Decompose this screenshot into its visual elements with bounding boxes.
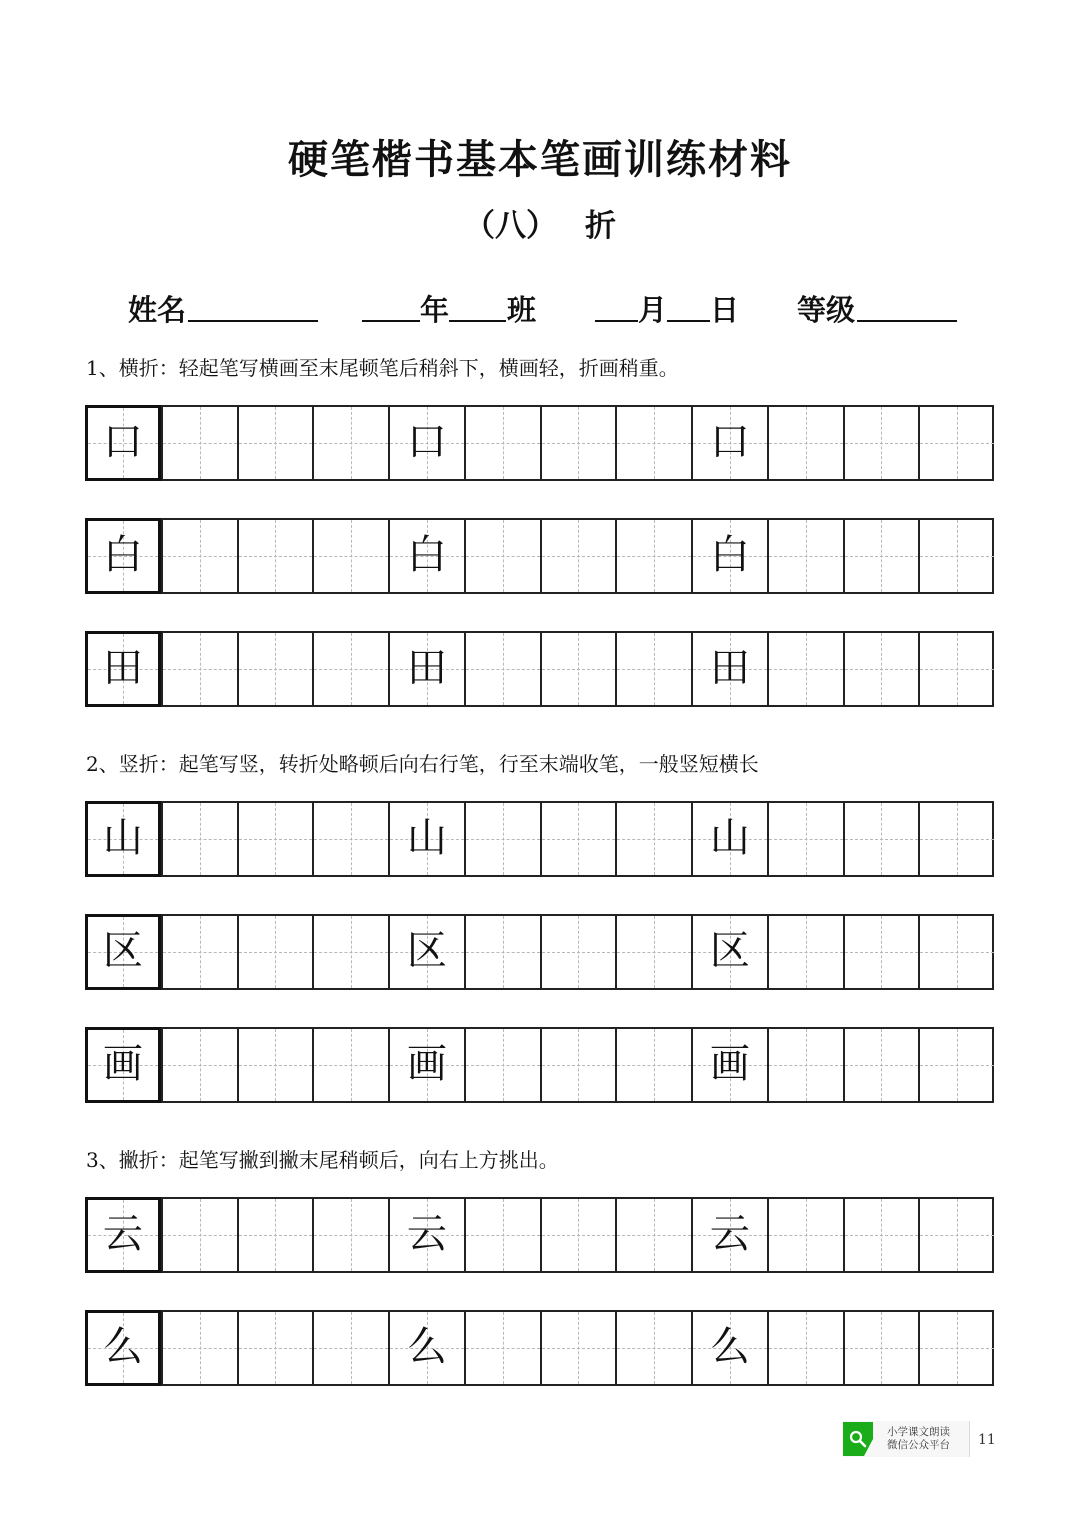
grid-cell[interactable] bbox=[161, 1029, 237, 1101]
class-field[interactable] bbox=[449, 320, 506, 322]
grid-cell[interactable] bbox=[843, 633, 919, 705]
class-label: 班 bbox=[507, 293, 537, 327]
grid-cell[interactable] bbox=[767, 520, 843, 592]
grid-cell[interactable] bbox=[691, 407, 767, 479]
practice-row bbox=[85, 631, 994, 707]
page-number: 11 bbox=[978, 1432, 996, 1448]
grid-cell[interactable] bbox=[237, 520, 313, 592]
model-character: 区 bbox=[406, 928, 447, 975]
grid-cell[interactable] bbox=[388, 1199, 464, 1271]
grid-cell[interactable] bbox=[161, 1199, 237, 1271]
grid-cell[interactable] bbox=[388, 407, 464, 479]
grid-cell[interactable] bbox=[540, 407, 616, 479]
grid-cell[interactable] bbox=[767, 407, 843, 479]
grid-cell[interactable] bbox=[237, 1199, 313, 1271]
grid-cell[interactable] bbox=[691, 1029, 767, 1101]
grid-cell[interactable] bbox=[312, 407, 388, 479]
grid-cell[interactable] bbox=[161, 1312, 237, 1384]
grid-cell[interactable] bbox=[388, 520, 464, 592]
grid-cell[interactable] bbox=[615, 407, 691, 479]
grid-cell[interactable] bbox=[918, 1199, 994, 1271]
model-character: 口 bbox=[102, 419, 143, 466]
grid-cell[interactable] bbox=[843, 916, 919, 988]
instruction-3: 3、撇折：起笔写撇到撇末尾稍顿后，向右上方挑出。 bbox=[86, 1148, 559, 1172]
model-character: 田 bbox=[102, 645, 143, 692]
grid-cell[interactable] bbox=[161, 803, 237, 875]
grid-cell[interactable] bbox=[918, 633, 994, 705]
grid-cell[interactable] bbox=[691, 916, 767, 988]
grid-cell[interactable] bbox=[540, 803, 616, 875]
model-character: 口 bbox=[406, 419, 447, 466]
grid-cell[interactable] bbox=[464, 1312, 540, 1384]
grid-cell[interactable] bbox=[691, 633, 767, 705]
model-character: 画 bbox=[102, 1041, 143, 1088]
model-character: 区 bbox=[709, 928, 750, 975]
practice-row bbox=[85, 1310, 994, 1386]
grid-cell[interactable] bbox=[691, 1199, 767, 1271]
practice-row bbox=[85, 801, 994, 877]
grid-cell[interactable] bbox=[85, 518, 161, 594]
grid-cell[interactable] bbox=[540, 916, 616, 988]
model-character: 田 bbox=[406, 645, 447, 692]
model-character: 田 bbox=[709, 645, 750, 692]
grid-cell[interactable] bbox=[843, 1312, 919, 1384]
grid-cell[interactable] bbox=[918, 916, 994, 988]
grid-cell[interactable] bbox=[767, 633, 843, 705]
subtitle-stroke: 折 bbox=[585, 208, 616, 244]
grid-cell[interactable] bbox=[85, 1027, 161, 1103]
model-character: 山 bbox=[102, 815, 143, 862]
grid-cell[interactable] bbox=[388, 1312, 464, 1384]
model-character: 么 bbox=[102, 1324, 143, 1371]
grid-cell[interactable] bbox=[312, 803, 388, 875]
grid-cell[interactable] bbox=[615, 520, 691, 592]
wechat-badge bbox=[843, 1421, 970, 1457]
grid-cell[interactable] bbox=[388, 633, 464, 705]
grid-cell[interactable] bbox=[161, 633, 237, 705]
grid-cell[interactable] bbox=[843, 1199, 919, 1271]
practice-row bbox=[85, 405, 994, 481]
grid-cell[interactable] bbox=[464, 1199, 540, 1271]
grid-cell[interactable] bbox=[388, 803, 464, 875]
grid-cell[interactable] bbox=[843, 520, 919, 592]
grid-cell[interactable] bbox=[767, 1029, 843, 1101]
grid-cell[interactable] bbox=[540, 520, 616, 592]
grid-cell[interactable] bbox=[237, 1312, 313, 1384]
grade-field[interactable] bbox=[857, 320, 957, 322]
instruction-2: 2、竖折：起笔写竖，转折处略顿后向右行笔，行至末端收笔，一般竖短横长 bbox=[86, 752, 759, 776]
grid-cell[interactable] bbox=[691, 520, 767, 592]
grid-cell[interactable] bbox=[312, 1312, 388, 1384]
grid-cell[interactable] bbox=[540, 1199, 616, 1271]
badge-line-2: 微信公众平台 bbox=[887, 1439, 950, 1451]
grid-cell[interactable] bbox=[918, 520, 994, 592]
grid-cell[interactable] bbox=[237, 803, 313, 875]
model-character: 白 bbox=[406, 532, 447, 579]
grid-cell[interactable] bbox=[918, 1312, 994, 1384]
grid-cell[interactable] bbox=[464, 803, 540, 875]
practice-row bbox=[85, 518, 994, 594]
grid-cell[interactable] bbox=[615, 803, 691, 875]
grid-cell[interactable] bbox=[312, 1029, 388, 1101]
grid-cell[interactable] bbox=[161, 916, 237, 988]
day-field[interactable] bbox=[667, 320, 710, 322]
grid-cell[interactable] bbox=[843, 407, 919, 479]
practice-row bbox=[85, 1197, 994, 1273]
grade-label: 等级 bbox=[797, 293, 856, 327]
grid-cell[interactable] bbox=[918, 407, 994, 479]
grid-cell[interactable] bbox=[237, 633, 313, 705]
grid-cell[interactable] bbox=[615, 1312, 691, 1384]
grid-cell[interactable] bbox=[615, 1029, 691, 1101]
grid-cell[interactable] bbox=[464, 520, 540, 592]
grid-cell[interactable] bbox=[85, 1197, 161, 1273]
grid-cell[interactable] bbox=[843, 1029, 919, 1101]
model-character: 区 bbox=[102, 928, 143, 975]
grid-cell[interactable] bbox=[691, 803, 767, 875]
badge-line-1: 小学课文朗读 bbox=[887, 1426, 950, 1438]
grid-cell[interactable] bbox=[615, 1199, 691, 1271]
grid-cell[interactable] bbox=[161, 520, 237, 592]
grid-cell[interactable] bbox=[237, 916, 313, 988]
grid-cell[interactable] bbox=[464, 633, 540, 705]
grid-cell[interactable] bbox=[615, 633, 691, 705]
month-field[interactable] bbox=[595, 320, 638, 322]
grid-cell[interactable] bbox=[464, 1029, 540, 1101]
practice-row bbox=[85, 914, 994, 990]
grid-cell[interactable] bbox=[767, 1312, 843, 1384]
day-label: 日 bbox=[710, 293, 740, 327]
grid-cell[interactable] bbox=[312, 916, 388, 988]
grid-cell[interactable] bbox=[464, 916, 540, 988]
grid-cell[interactable] bbox=[85, 914, 161, 990]
grid-cell[interactable] bbox=[464, 407, 540, 479]
model-character: 云 bbox=[406, 1211, 447, 1258]
grid-cell[interactable] bbox=[918, 1029, 994, 1101]
year-label: 年 bbox=[420, 293, 450, 327]
grid-cell[interactable] bbox=[85, 801, 161, 877]
model-character: 口 bbox=[709, 419, 750, 466]
grid-cell[interactable] bbox=[312, 1199, 388, 1271]
grid-cell[interactable] bbox=[237, 1029, 313, 1101]
model-character: 山 bbox=[406, 815, 447, 862]
grid-cell[interactable] bbox=[312, 520, 388, 592]
model-character: 白 bbox=[709, 532, 750, 579]
grid-cell[interactable] bbox=[918, 803, 994, 875]
grid-cell[interactable] bbox=[312, 633, 388, 705]
model-character: 么 bbox=[406, 1324, 447, 1371]
grid-cell[interactable] bbox=[237, 407, 313, 479]
model-character: 画 bbox=[709, 1041, 750, 1088]
search-icon bbox=[843, 1422, 873, 1456]
instruction-1: 1、横折：轻起笔写横画至末尾顿笔后稍斜下，横画轻，折画稍重。 bbox=[86, 356, 679, 380]
model-character: 画 bbox=[406, 1041, 447, 1088]
year-field[interactable] bbox=[362, 320, 420, 322]
grid-cell[interactable] bbox=[615, 916, 691, 988]
student-info bbox=[0, 284, 1080, 328]
model-character: 云 bbox=[102, 1211, 143, 1258]
name-label: 姓名 bbox=[128, 293, 187, 327]
model-character: 么 bbox=[709, 1324, 750, 1371]
model-character: 山 bbox=[709, 815, 750, 862]
grid-cell[interactable] bbox=[691, 1312, 767, 1384]
grid-cell[interactable] bbox=[85, 631, 161, 707]
grid-cell[interactable] bbox=[388, 916, 464, 988]
grid-cell[interactable] bbox=[767, 916, 843, 988]
model-character: 白 bbox=[102, 532, 143, 579]
grid-cell[interactable] bbox=[161, 407, 237, 479]
grid-cell[interactable] bbox=[767, 803, 843, 875]
name-field[interactable] bbox=[188, 320, 318, 322]
grid-cell[interactable] bbox=[540, 1029, 616, 1101]
model-character: 云 bbox=[709, 1211, 750, 1258]
month-label: 月 bbox=[638, 293, 668, 327]
grid-cell[interactable] bbox=[540, 1312, 616, 1384]
grid-cell[interactable] bbox=[843, 803, 919, 875]
grid-cell[interactable] bbox=[767, 1199, 843, 1271]
badge-text bbox=[887, 1426, 950, 1452]
page-title: 硬笔楷书基本笔画训练材料 bbox=[288, 137, 792, 183]
grid-cell[interactable] bbox=[85, 405, 161, 481]
grid-cell[interactable] bbox=[540, 633, 616, 705]
page-subtitle bbox=[0, 200, 1080, 245]
practice-row bbox=[85, 1027, 994, 1103]
grid-cell[interactable] bbox=[85, 1310, 161, 1386]
grid-cell[interactable] bbox=[388, 1029, 464, 1101]
subtitle-number: （八） bbox=[464, 208, 557, 244]
